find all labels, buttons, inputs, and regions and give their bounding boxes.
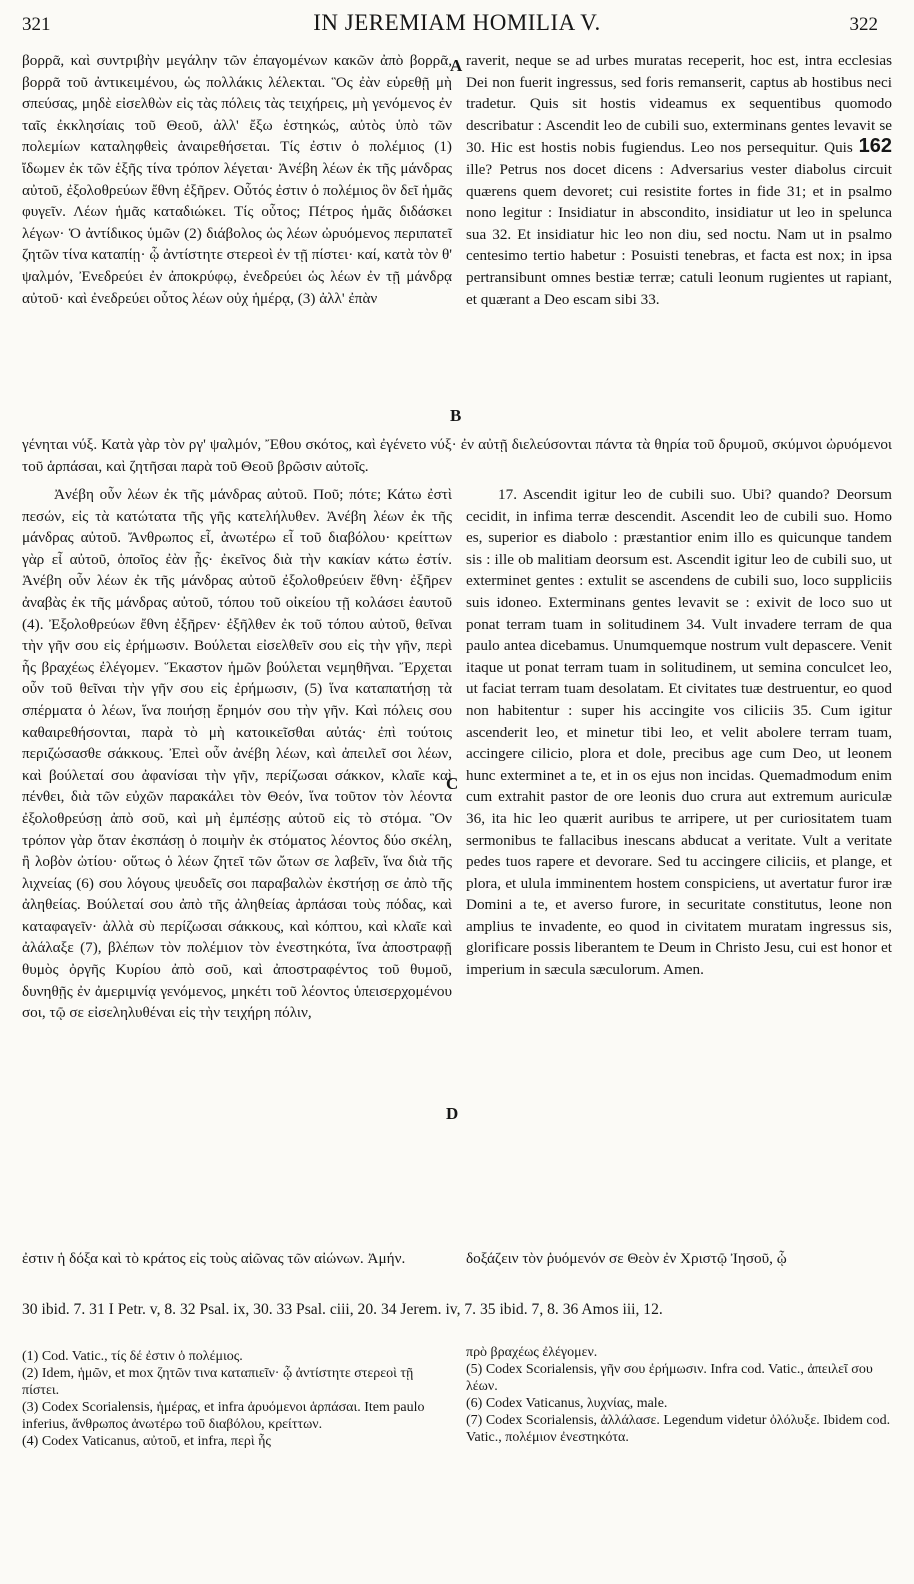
- page-header: [0, 0, 914, 44]
- greek-full-width-line: [22, 434, 892, 477]
- greek-closing-left: [22, 1248, 452, 1270]
- running-title: IN JEREMIAM HOMILIA V.: [313, 10, 601, 35]
- footnote: (7) Codex Scorialensis, ἀλλάλασε. Legendum videtur ὀλόλυξε. Ibidem cod. Vatic., πολέμιον ἐνεστηκότα.: [466, 1413, 891, 1445]
- latin-text-part-2: ille? Petrus nos docet dicens : Adversarius vester diabolus circuit quærens quem devoret; cui resistite fortes in fide 31; et in psalmo nono legitur : Insidiatur in abscondito, insidiatur ut leo in spelunca sua 32. Et insidiatur hic leo non diu, sed noctu. Nam ut in psalmo centesimo tertio habetur : Posuisti tenebras, et facta est nox; in ipsa pertransibunt omnes bestiæ terræ; catuli leonum rugientes ut rapiant, et quærant a Deo escam sibi 33.: [466, 160, 892, 308]
- footnote: (2) Idem, ἡμῶν, et mox ζητῶν τινα καταπιεῖν· ᾧ ἀντίστητε στερεοὶ τῇ πίστει.: [22, 1366, 414, 1398]
- section-marker-c: C: [446, 774, 459, 793]
- greek-closing-right: [466, 1248, 892, 1270]
- footnote: (3) Codex Scorialensis, ἡμέρας, et infra ἀρυόμενοι ἁρπάσαι. Item paulo inferius, ἄνθρωπος ἀνωτέρω τοῦ διαβόλου, κρείττων.: [22, 1400, 425, 1432]
- greek-wide-paragraph: γένηται νύξ. Κατὰ γὰρ τὸν ργ' ψαλμόν, Ἔθου σκότος, καὶ ἐγένετο νύξ· ἐν αὐτῇ διελεύσονται πάντα τὰ θηρία τοῦ δρυμοῦ, σκύμνοι ὠρυόμενοι τοῦ ἁρπάσαι, καὶ ζητῆσαι παρὰ τοῦ Θεοῦ βρῶσιν αὐτοῖς.: [22, 436, 892, 475]
- page-number-right: 322: [849, 14, 878, 35]
- greek-closing-left-text: ἐστιν ἡ δόξα καὶ τὸ κράτος εἰς τοὺς αἰῶνας τῶν αἰώνων. Ἀμήν.: [22, 1250, 406, 1267]
- greek-main-paragraph: Ἀνέβη οὖν λέων ἐκ τῆς μάνδρας αὐτοῦ. Ποῦ; πότε; Κάτω ἐστὶ πεσών, εἰς τὰ κατώτατα τῆς γῆς κατελήλυθεν. Ἀνέβη λέων ἐκ τῆς μάνδρας αὐτοῦ. Ἄνθρωπος εἶ, ἀνωτέρω εἶ τοῦ διαβόλου· κρείττων γὰρ εἶ αὐτοῦ, ὁποῖος ἐὰν ᾖς· ἐκεῖνος διὰ τὴν κακίαν κάτω ἐστίν. Ἀνέβη οὖν λέων ἐκ τῆς μάνδρας αὐτοῦ ἐξολοθρεύειν ἔθνη· ἐξῆρεν ἀναβὰς ἐκ τῆς μάνδρας αὐτοῦ, τόπου τοῦ οἰκείου τῇ κολάσει ἑαυτοῦ (4). Ἐξολοθρεύων ἔθνη ἐξῆρεν· ἐξῆλθεν ἐκ τοῦ τόπου αὐτοῦ, θεῖναι τὴν γῆν σου εἰς ἐρήμωσιν. Βούλεται εἰσελθεῖν σου εἰς τὴν γῆν, περὶ ἧς βραχέως ἐλέγομεν. Ἕκαστον ἡμῶν βούλεται νεμηθῆναι. Ἔρχεται οὖν τοῦ θεῖναι τὴν γῆν σου εἰς ἐρήμωσιν, (5) ἵνα καταπατήσῃ τὰ σπέρματα ὁ λέων, ἵνα ποιήσῃ ἔρημόν σου τὴν γῆν. Καὶ πόλεις σου καθαιρεθήσονται, παρὰ τὸ μὴ κατοικεῖσθαι αὐτάς· ἐπὶ τούτοις περιζώσασθε σάκκους. Ἐπεὶ οὖν ἀνέβη λέων, καὶ ἀπειλεῖ σοι λέων, καὶ βούλεταί σου ἀφανίσαι τὴν γῆν, περίζωσαι σάκκον, κλαῖε καὶ πένθει, διὰ τῶν εὐχῶν παρακάλει τὸν Θεόν, ἵνα τοῦτον τὸν λέοντα ἐξολοθρεύσῃ ἀπὸ σοῦ, καὶ μὴ ἐμπέσῃς αὐτοῦ εἰς τὸ στόμα. Ὃν τρόπον γὰρ ὅταν ἐκσπάσῃ ὁ ποιμὴν ἐκ στόματος λέοντος δύο σκέλη, ἢ λοβὸν ὠτίου· οὕτως ὁ λέων ζητεῖ τῶν ὤτων σε λαβεῖν, ἵνα διὰ τῆς λιχνείας (6) σου λόγους ψευδεῖς σοι παραβαλὼν ἐκστήσῃ σε ἀπὸ τῆς ἀληθείας. Βούλεταί σου ἀπὸ τῆς ἀληθείας ἁρπάσαι τοὺς πόδας, καὶ καταφαγεῖν· ἀλλὰ σὺ περίζωσαι σάκκους, καὶ κόπτου, καὶ κλαῖε καὶ ἀλάλαξε (7), βλέπων τὸν πολέμιον τὸν ἐνεστηκότα, ἵνα ἀποστραφῇ θυμὸς ὀργῆς Κυρίου ἀπὸ σοῦ, καὶ ἀποστραφέντος τοῦ θυμοῦ, δυνηθῇς ἐν ἀμεριμνίᾳ γενόμενος, μηκέτι τοῦ λέοντος ὑπεισερχομένου σοι, τῷ σε εἰσεληλυθέναι εἰς τὴν τειχήρη πόλιν,: [22, 486, 452, 1022]
- latin-column-top: [466, 50, 892, 310]
- footnote: (5) Codex Scorialensis, γῆν σου ἐρήμωσιν. Infra cod. Vatic., ἀπειλεῖ σου λέων.: [466, 1362, 873, 1394]
- section-marker-a: A: [450, 56, 463, 75]
- greek-column-main: [22, 484, 452, 1024]
- column-number: 162: [858, 135, 892, 158]
- greek-column-top: [22, 50, 452, 309]
- footnotes-right: [466, 1344, 892, 1446]
- latin-main-paragraph: 17. Ascendit igitur leo de cubili suo. Ubi? quando? Deorsum cecidit, in infima terræ descendit. Ascendit leo de cubili suo. Homo es, superior es diabolo : præstantior enim illo es quicunque tandem sis : ille ob malitiam deorsum est. Ascendit igitur leo de cubili suo, ut exterminet gentes : extulit se ascendens de cubili suo, loco suppliciis suis idoneo. Exterminans gentes levavit se : exivit de loco suo ut ponat terram tuam in solitudinem 34. Vult invadere terram de qua paulo antea dicebamus. Unumquemque nostrum vult depascere. Venit itaque ut ponat terram tuam in solitudinem, ut semina conculcet leo, ut faciat terram tuam desolatam. Et civitates tuæ destruentur, eo quod non habitentur : super his accingite vos ciliciis 35. Cum igitur ascenderit leo, et minetur tibi leo, et velit abolere terram tuam, accingere cilicio, plora et dole, precibus age cum Deo, ut leonem hunc exterminet a te, et in os ejus non incidas. Quemadmodum enim cum extrahit pastor de ore leonis duo crura aut extremum auriculæ 36, ita hic leo quærit auribus te arripere, ut per curiositatem tuam sermonibus te fallacibus inescans abducat a veritate. Vult a veritate pedes tuos rapere et devorare. Sed tu accingere ciliciis, et plange, et plora, et ulula imminentem hostem conspiciens, ut avertatur furor iræ Domini a te, et averso furore, in securitate constitutus, leone non amplius te invadente, eo quod in civitatem muratam ingressus sis, glorificare possis liberantem te Deum in Christo Jesu, cui est honor et imperium in sæcula sæculorum. Amen.: [466, 486, 892, 979]
- latin-paragraph: [466, 50, 892, 310]
- scripture-references: 30 ibid. 7. 31 I Petr. v, 8. 32 Psal. ix, 30. 33 Psal. ciii, 20. 34 Jerem. iv, 7. 35 ibid. 7, 8. 36 Amos iii, 12.: [22, 1301, 663, 1318]
- footnote: (6) Codex Vaticanus, λυχνίας, male.: [466, 1396, 668, 1411]
- greek-closing-right-text: δοξάζειν τὸν ῥυόμενόν σε Θεὸν ἐν Χριστῷ Ἰησοῦ, ᾧ: [466, 1250, 787, 1267]
- latin-text-part-1: raverit, neque se ad urbes muratas receperit, hoc est, intra ecclesias Dei non fuerit ingressus, sed foris remanserit, captus ab hostibus neci tradetur. Quis sit hostis videamus ex sequentibus quomodo describatur : Ascendit leo de cubili suo, exterminans gentes levavit se 30. Hic est hostis nobis fugiendus. Leo nos persequitur. Quis: [466, 52, 892, 157]
- footnote: πρὸ βραχέως ἐλέγομεν.: [466, 1345, 598, 1360]
- latin-column-main: [466, 484, 892, 981]
- footnote: (4) Codex Vaticanus, αὐτοῦ, et infra, περὶ ἧς: [22, 1434, 271, 1449]
- footnote: (1) Cod. Vatic., τίς δέ ἐστιν ὁ πολέμιος.: [22, 1349, 243, 1364]
- footnotes-left: [22, 1348, 452, 1450]
- greek-paragraph: βορρᾶ, καὶ συντριβὴν μεγάλην τῶν ἐπαγομένων κακῶν ἀπὸ βορρᾶ, βορρᾶ τοῦ ἀντικειμένου, ὡς πολλάκις λέλεκται. Ὃς ἐὰν εὑρεθῇ μὴ σπεύσας, μηδὲ εἰσελθὼν εἰς τὰς πόλεις τὰς τειχήρεις, μὴ γενόμενος ἐν ταῖς ἐκκλησίαις τοῦ Θεοῦ, ἀλλ' ἔξω ἑστηκώς, αὐτὸς ὑπὸ τῶν πολεμίων καταληφθεὶς ἀναιρεθήσεται. Τίς ἐστιν ὁ πολέμιος (1) ἴδωμεν ἐκ τῶν ἑξῆς τίνα τρόπον λέγεται· Ἀνέβη λέων ἐκ τῆς μάνδρας αὐτοῦ, ἐξολοθρεύων ἔθνη ἐξῆρεν. Οὗτός ἐστιν ὁ πολέμιος ὃν δεῖ ἡμᾶς φυγεῖν. Λέων ἡμᾶς καταδιώκει. Τίς οὗτος; Πέτρος ἡμᾶς διδάσκει λέγων· Ὁ ἀντίδικος ὑμῶν (2) διάβολος ὡς λέων ὠρυόμενος περιπατεῖ ζητῶν τίνα καταπίῃ· ᾧ ἀντίστητε στερεοὶ ἐν τῇ πίστει· καί, κατὰ τὸν θ' ψαλμόν, Ἐνεδρεύει ἐν ἀποκρύφῳ, ἐνεδρεύει ὡς λέων ἐν τῇ μάνδρᾳ αὐτοῦ· καὶ ἐνεδρεύει οὗτος λέων οὐχ ἡμέρᾳ, (3) ἀλλ' ἐπὰν: [22, 52, 452, 307]
- section-marker-b: B: [450, 406, 462, 425]
- page-number-left: 321: [22, 14, 51, 35]
- section-marker-d: D: [446, 1104, 459, 1123]
